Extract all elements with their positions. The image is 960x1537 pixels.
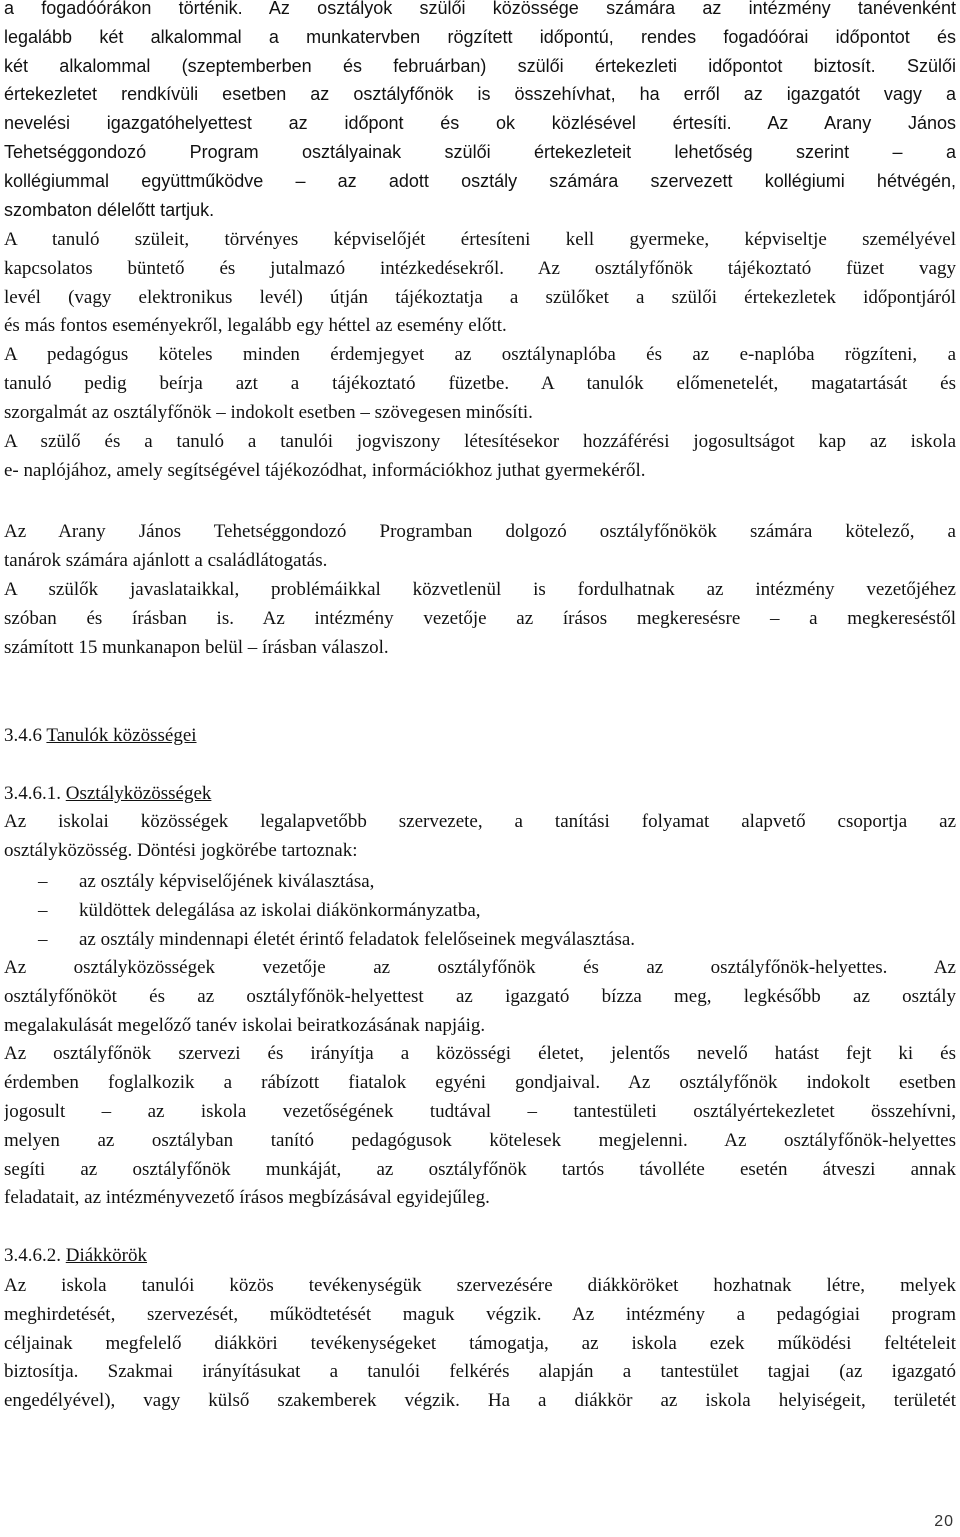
text-line: szorgalmát az osztályfőnök – indokolt esetben – szövegesen minősíti. [4,401,533,423]
text-line: melyen az osztályban tanító pedagógusok kötelesek megjelenni. Az osztályfőnök-helyettes [4,1129,956,1151]
text-line: számított 15 munkanapon belül – írásban válaszol. [4,636,389,658]
text-line: Az osztályközösségek vezetője az osztályfőnök és az osztályfőnök-helyettes. Az [4,957,956,978]
paragraph-family-visit [4,518,956,576]
list-item-text: az osztály mindennapi életét érintő feladatok felelőseinek megválasztása. [79,929,636,950]
text-line: Az iskolai közösségek legalapvetőbb szervezete, a tanítási folyamat alapvető csoportja az [4,811,956,832]
section-number: 3.4.6.1. [4,783,61,804]
section-number: 3.4.6 [4,725,42,746]
text-line: kollégiummal együttműködve – az adott osztály számára szervezett kollégiumi hétvégén, [4,170,956,191]
text-line: jogosult – az iskola vezetőségének tudtával – tantestületi osztályértekezletet összehívni, [4,1100,956,1122]
paragraph-parent-requests [4,576,956,662]
text-line: engedélyével), vagy külső szakemberek végzik. Ha a diákkör az iskola helyiségeit, területét [4,1390,956,1412]
text-line: és más fontos eseményekről, legalább egy héttel az esemény előtt. [4,315,507,337]
text-line: nevelési igazgatóhelyettest az időpont és ok közlésével értesíti. Az Arany János [4,113,956,134]
paragraph-parent-meetings [4,0,956,224]
list-item [4,896,956,925]
section-heading-3-4-6-2 [4,1242,147,1271]
text-line: Az osztályfőnök szervezi és irányítja a közösségi életet, jelentős nevelő hatást fejt ki és [4,1043,956,1065]
text-line: meghirdetését, szervezését, működtetését maguk végzik. Az intézmény a pedagógiai program [4,1303,956,1325]
text-line: osztályközösség. Döntési jogkörébe tartoznak: [4,839,358,861]
text-line: osztályfőnököt és az osztályfőnök-helyettest az igazgató bízza meg, legkésőbb az osztály [4,985,956,1007]
paragraph-student-circles [4,1272,956,1416]
section-heading-3-4-6 [4,722,197,751]
text-line: a fogadóórákon történik. Az osztályok szülői közössége számára az intézmény tanévenként [4,0,956,18]
paragraph-grades [4,341,956,427]
section-title: Osztályközösségek [65,783,212,804]
text-line: Az iskola tanulói közös tevékenységük szervezésére diákköröket hozhatnak létre, melyek [4,1275,956,1296]
paragraph-class-community-intro [4,808,956,866]
text-line: Az Arany János Tehetséggondozó Programban dolgozó osztályfőnökök számára kötelező, a [4,521,956,542]
text-line: megalakulását megelőző tanév iskolai beiratkozásának napjáig. [4,1014,486,1036]
text-line: biztosítja. Szakmai irányításukat a tanulói felkérés alapján a tantestület tagjai (az igazgató [4,1361,956,1383]
text-line: céljainak megfelelő diákköri tevékenységeket támogatja, az iskola ezek működési feltételeit [4,1332,956,1354]
section-number: 3.4.6.2. [4,1245,61,1266]
page-number: 20 [934,1513,954,1530]
text-line: A szülők javaslataikkal, problémáikkal közvetlenül is fordulhatnak az intézmény vezetőjéhez [4,579,956,600]
section-heading-3-4-6-1 [4,780,211,809]
list-item [4,925,956,954]
dash-bullet: – [38,871,48,892]
section-title: Tanulók közösségei [46,725,197,746]
dash-bullet: – [38,929,48,950]
text-line: e- naplójához, amely segítségével tájékozódhat, információkhoz juthat gyermekéről. [4,459,646,481]
text-line: segíti az osztályfőnök munkáját, az osztályfőnök tartós távolléte esetén átveszi annak [4,1158,956,1180]
decision-rights-list [4,867,956,954]
text-line: feladatait, az intézményvezető írásos megbízásával egyidejűleg. [4,1187,490,1209]
text-line: A szülő és a tanuló a tanulói jogviszony létesítésekor hozzáférési jogosultságot kap az iskola [4,431,956,452]
paragraph-class-leaders [4,954,956,1213]
list-item [4,867,956,896]
text-line: Tehetséggondozó Program osztályainak szülői értekezleteit lehetőség szerint – a [4,141,956,162]
text-line: tanárok számára ajánlott a családlátogatás. [4,549,328,571]
list-item-text: küldöttek delegálása az iskolai diákönkormányzatba, [79,900,481,921]
text-line: levél (vagy elektronikus levél) útján tájékoztatja a szülőket a szülői értekezletek időpontjáról [4,286,956,308]
text-line: kapcsolatos büntető és jutalmazó intézkedésekről. Az osztályfőnök tájékoztató füzet vagy [4,257,956,279]
text-line: A pedagógus köteles minden érdemjegyet az osztálynaplóba és az e-naplóba rögzíteni, a [4,344,956,365]
paragraph-e-naplo [4,428,956,486]
text-line: két alkalommal (szeptemberben és februárban) szülői értekezleti időpontot biztosít. Szülői [4,55,956,76]
dash-bullet: – [38,900,48,921]
text-line: legalább két alkalommal a munkatervben rögzített időpontú, rendes fogadóórai időpontot és [4,26,956,47]
text-line: A tanuló szüleit, törvényes képviselőjét értesíteni kell gyermeke, képviseltje személyével [4,229,956,250]
text-line: értekezletet rendkívüli esetben az osztályfőnök is összehívhat, ha erről az igazgatót vagy a [4,84,956,105]
paragraph-parent-notification [4,226,956,341]
section-title: Diákkörök [65,1245,148,1266]
text-line: szombaton délelőtt tartjuk. [4,199,215,220]
list-item-text: az osztály képviselőjének kiválasztása, [79,871,375,892]
text-line: érdemben foglalkozik a rábízott fiatalok egyéni gondjaival. Az osztályfőnök indokolt esetben [4,1072,956,1094]
text-line: szóban és írásban is. Az intézmény vezetője az írásos megkeresésre – a megkereséstől [4,607,956,629]
text-line: tanuló pedig beírja azt a tájékoztató füzetbe. A tanulók előmenetelét, magatartását és [4,372,956,394]
